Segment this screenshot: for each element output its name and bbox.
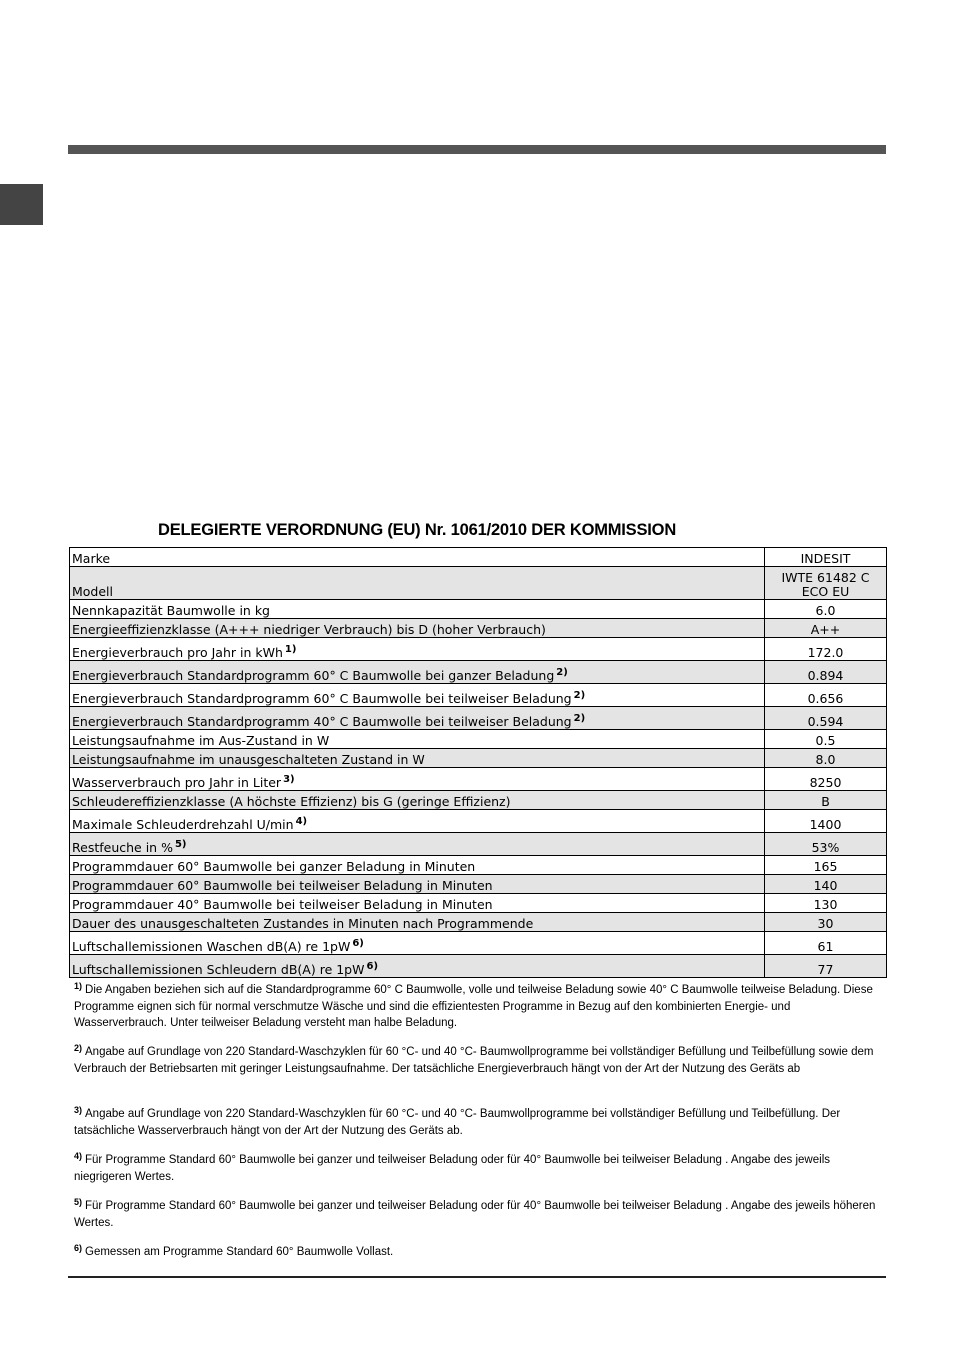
footnote-text: Angabe auf Grundlage von 220 Standard-Waschzyklen für 60 °C- und 40 °C- Baumwollprogramme bei vollständiger Befüllung und Teilbefüllung. Der tatsächliche Wasserverbrauch hängt von der Art der Nutzung des Geräts ab. <box>74 1108 841 1137</box>
table-row <box>70 548 887 567</box>
table-row <box>70 913 887 932</box>
table-row <box>70 684 887 707</box>
table-row <box>70 810 887 833</box>
row-value: 53% <box>765 833 887 856</box>
row-label: Energieeffizienzklasse (A+++ niedriger Verbrauch) bis D (hoher Verbrauch) <box>70 619 765 638</box>
footnote-mark: 1) <box>74 981 83 991</box>
row-label: Marke <box>70 548 765 567</box>
footnote-text: Für Programme Standard 60° Baumwolle bei ganzer und teilweiser Beladung oder für 40° Baumwolle bei teilweiser Beladung . Angabe des jeweils niegrigeren Wertes. <box>74 1154 830 1183</box>
table-row <box>70 661 887 684</box>
row-label: Luftschallemissionen Schleudern dB(A) re 1pW $^{6)}$ <box>70 955 765 978</box>
row-label: Leistungsaufnahme im unausgeschalteten Zustand in W <box>70 749 765 768</box>
row-value: 8.0 <box>765 749 887 768</box>
footnote-text: Für Programme Standard 60° Baumwolle bei ganzer und teilweiser Beladung oder für 40° Baumwolle bei teilweiser Beladung . Angabe des jeweils höheren Wertes. <box>74 1200 876 1229</box>
footnote-mark: 5) <box>74 1197 83 1207</box>
table-row <box>70 730 887 749</box>
row-label: Modell <box>70 567 765 600</box>
footnote-ref: 3) <box>283 774 295 785</box>
footnote-mark: 4) <box>74 1151 83 1161</box>
row-label: Energieverbrauch Standardprogramm 60° C Baumwolle bei ganzer Beladung $^{2)}$ <box>70 661 765 684</box>
row-value: 77 <box>765 955 887 978</box>
row-value: 140 <box>765 875 887 894</box>
row-value: IWTE 61482 C ECO EU <box>765 567 887 600</box>
row-label: Restfeuche in % $^{5)}$ <box>70 833 765 856</box>
table-row <box>70 567 887 600</box>
footnote-ref: 2) <box>573 713 586 724</box>
row-value: 0.656 <box>765 684 887 707</box>
table-row <box>70 894 887 913</box>
row-value: B <box>765 791 887 810</box>
table-row <box>70 875 887 894</box>
footer-rule <box>68 1276 886 1278</box>
row-label: Wasserverbrauch pro Jahr in Liter $^{3)}$ <box>70 768 765 791</box>
footnote-text: Gemessen am Programme Standard 60° Baumwolle Vollast. <box>85 1246 394 1258</box>
language-tab-marker <box>0 184 43 225</box>
table-row <box>70 600 887 619</box>
row-label: Energieverbrauch Standardprogramm 60° C Baumwolle bei teilweiser Beladung $^{2)}$ <box>70 684 765 707</box>
footnote <box>74 1244 886 1261</box>
row-value: 30 <box>765 913 887 932</box>
row-value: 61 <box>765 932 887 955</box>
row-value: 1400 <box>765 810 887 833</box>
footnote <box>74 1152 886 1185</box>
row-value: 8250 <box>765 768 887 791</box>
row-label: Dauer des unausgeschalteten Zustandes in Minuten nach Programmende <box>70 913 765 932</box>
row-value: INDESIT <box>765 548 887 567</box>
table-row <box>70 768 887 791</box>
row-label: Leistungsaufnahme im Aus-Zustand in W <box>70 730 765 749</box>
row-label: Energieverbrauch pro Jahr in kWh $^{1)}$ <box>70 638 765 661</box>
footnote-mark: 2) <box>74 1043 83 1053</box>
row-label: Luftschallemissionen Waschen dB(A) re 1pW $^{6)}$ <box>70 932 765 955</box>
row-value: 0.894 <box>765 661 887 684</box>
table-row <box>70 707 887 730</box>
row-label: Schleudereffizienzklasse (A höchste Effizienz) bis G (geringe Effizienz) <box>70 791 765 810</box>
table-row <box>70 619 887 638</box>
footnote-ref: 1) <box>284 644 297 655</box>
table-row <box>70 833 887 856</box>
row-value: 172.0 <box>765 638 887 661</box>
footnote-text: Die Angaben beziehen sich auf die Standardprogramme 60° C Baumwolle, volle und teilweise Beladung sowie 40° C Baumwolle teilweise Beladung. Diese Programme eignen sich für normal verschmutze Wäsche und sind die effizientesten Programme in Bezug auf den kombinierten Energie- und Wasserverbrauch. Unter teilweiser Beladung versteht man halbe Beladung. <box>74 984 873 1029</box>
row-value: A++ <box>765 619 887 638</box>
energy-spec-table <box>69 547 887 978</box>
footnote-text: Angabe auf Grundlage von 220 Standard-Waschzyklen für 60 °C- und 40 °C- Baumwollprogramme bei vollständiger Befüllung und Teilbefüllung sowie dem Verbrauch der Betriebsarten mit geringer Leistungsaufnahme. Der tatsächliche Energieverbrauch hängt von der Art der Nutzung des Geräts ab <box>74 1046 874 1075</box>
row-label: Energieverbrauch Standardprogramm 40° C Baumwolle bei teilweiser Beladung $^{2)}$ <box>70 707 765 730</box>
row-value: 0.594 <box>765 707 887 730</box>
table-row <box>70 749 887 768</box>
table-row <box>70 932 887 955</box>
footnote-mark: 3) <box>74 1105 83 1115</box>
row-label: Programmdauer 60° Baumwolle bei ganzer Beladung in Minuten <box>70 856 765 875</box>
footnote-ref: 2) <box>573 690 586 701</box>
header-rule <box>68 145 886 154</box>
table-title: DELEGIERTE VERORDNUNG (EU) Nr. 1061/2010 DER KOMMISSION <box>158 521 677 539</box>
footnote-ref: 2) <box>556 667 568 678</box>
footnote-mark: 6) <box>74 1243 83 1253</box>
footnote-ref: 6) <box>366 961 379 972</box>
row-value: 6.0 <box>765 600 887 619</box>
table-row <box>70 638 887 661</box>
row-label: Programmdauer 40° Baumwolle bei teilweiser Beladung in Minuten <box>70 894 765 913</box>
row-label: Maximale Schleuderdrehzahl U/min $^{4)}$ <box>70 810 765 833</box>
table-row <box>70 856 887 875</box>
row-label: Programmdauer 60° Baumwolle bei teilweiser Beladung in Minuten <box>70 875 765 894</box>
footnote <box>74 1106 886 1139</box>
row-value: 165 <box>765 856 887 875</box>
table-row <box>70 955 887 978</box>
table-row <box>70 791 887 810</box>
footnote <box>74 1044 886 1077</box>
footnote-ref: 5) <box>174 839 187 850</box>
row-label: Nennkapazität Baumwolle in kg <box>70 600 765 619</box>
footnote <box>74 982 886 1032</box>
row-value: 0.5 <box>765 730 887 749</box>
footnote-ref: 6) <box>352 938 364 949</box>
row-value: 130 <box>765 894 887 913</box>
footnote <box>74 1198 886 1231</box>
footnote-ref: 4) <box>295 816 308 827</box>
